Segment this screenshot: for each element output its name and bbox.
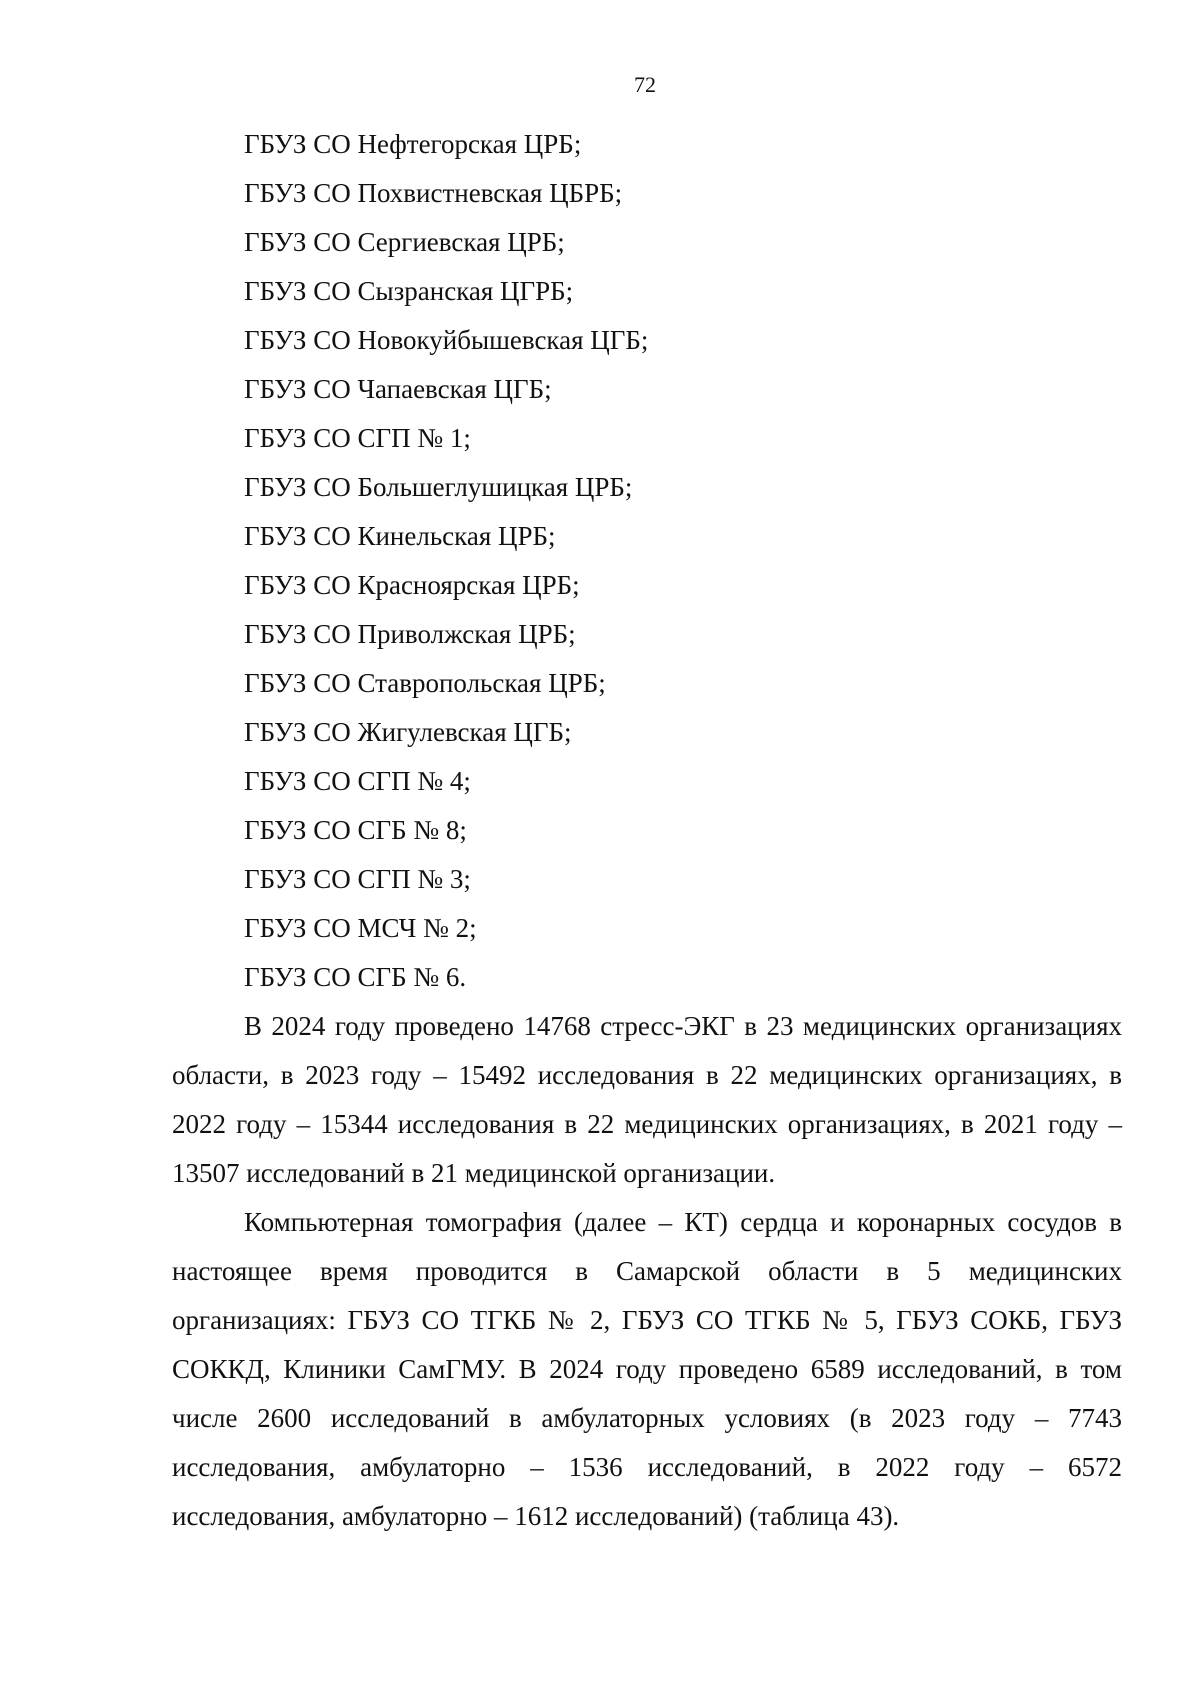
list-item: ГБУЗ СО Приволжская ЦРБ; <box>244 619 576 649</box>
list-item: ГБУЗ СО Сергиевская ЦРБ; <box>244 227 565 257</box>
paragraph-ct: Компьютерная томография (далее – КТ) сердца и коронарных сосудов в настоящее время проводится в Самарской области в 5 медицинских организациях: ГБУЗ СО ТГКБ № 2, ГБУЗ СО ТГКБ № 5, ГБУЗ СОКБ, ГБУЗ СОККД, Клиники СамГМУ. В 2024 году проведено 6589 исследований, в том числе 2600 исследований в амбулаторных условиях (в 2023 году – 7743 исследования, амбулаторно – 1536 исследований, в 2022 году – 6572 исследования, амбулаторно – 1612 исследований) (таблица 43). <box>172 1207 1122 1531</box>
list-item: ГБУЗ СО СГБ № 8; <box>244 815 467 845</box>
list-item: ГБУЗ СО СГБ № 6. <box>244 962 467 992</box>
list-item: ГБУЗ СО МСЧ № 2; <box>244 913 477 943</box>
body-text <box>172 1002 1122 1541</box>
list-item: ГБУЗ СО СГП № 4; <box>244 766 471 796</box>
list-item: ГБУЗ СО Жигулевская ЦГБ; <box>244 717 572 747</box>
list-item: ГБУЗ СО Кинельская ЦРБ; <box>244 521 556 551</box>
list-item: ГБУЗ СО СГП № 3; <box>244 864 471 894</box>
organization-list <box>244 120 648 1002</box>
list-item: ГБУЗ СО Чапаевская ЦГБ; <box>244 374 552 404</box>
paragraph-stress-ecg: В 2024 году проведено 14768 стресс-ЭКГ в 23 медицинских организациях области, в 2023 году – 15492 исследования в 22 медицинских организациях, в 2022 году – 15344 исследования в 22 медицинских организациях, в 2021 году – 13507 исследований в 21 медицинской организации. <box>172 1011 1122 1188</box>
list-item: ГБУЗ СО Похвистневская ЦБРБ; <box>244 178 623 208</box>
list-item: ГБУЗ СО Большеглушицкая ЦРБ; <box>244 472 633 502</box>
list-item: ГБУЗ СО Сызранская ЦГРБ; <box>244 276 574 306</box>
page-number: 72 <box>634 72 656 97</box>
list-item: ГБУЗ СО Красноярская ЦРБ; <box>244 570 580 600</box>
list-item: ГБУЗ СО Нефтегорская ЦРБ; <box>244 129 582 159</box>
list-item: ГБУЗ СО Новокуйбышевская ЦГБ; <box>244 325 649 355</box>
list-item: ГБУЗ СО СГП № 1; <box>244 423 471 453</box>
list-item: ГБУЗ СО Ставропольская ЦРБ; <box>244 668 606 698</box>
